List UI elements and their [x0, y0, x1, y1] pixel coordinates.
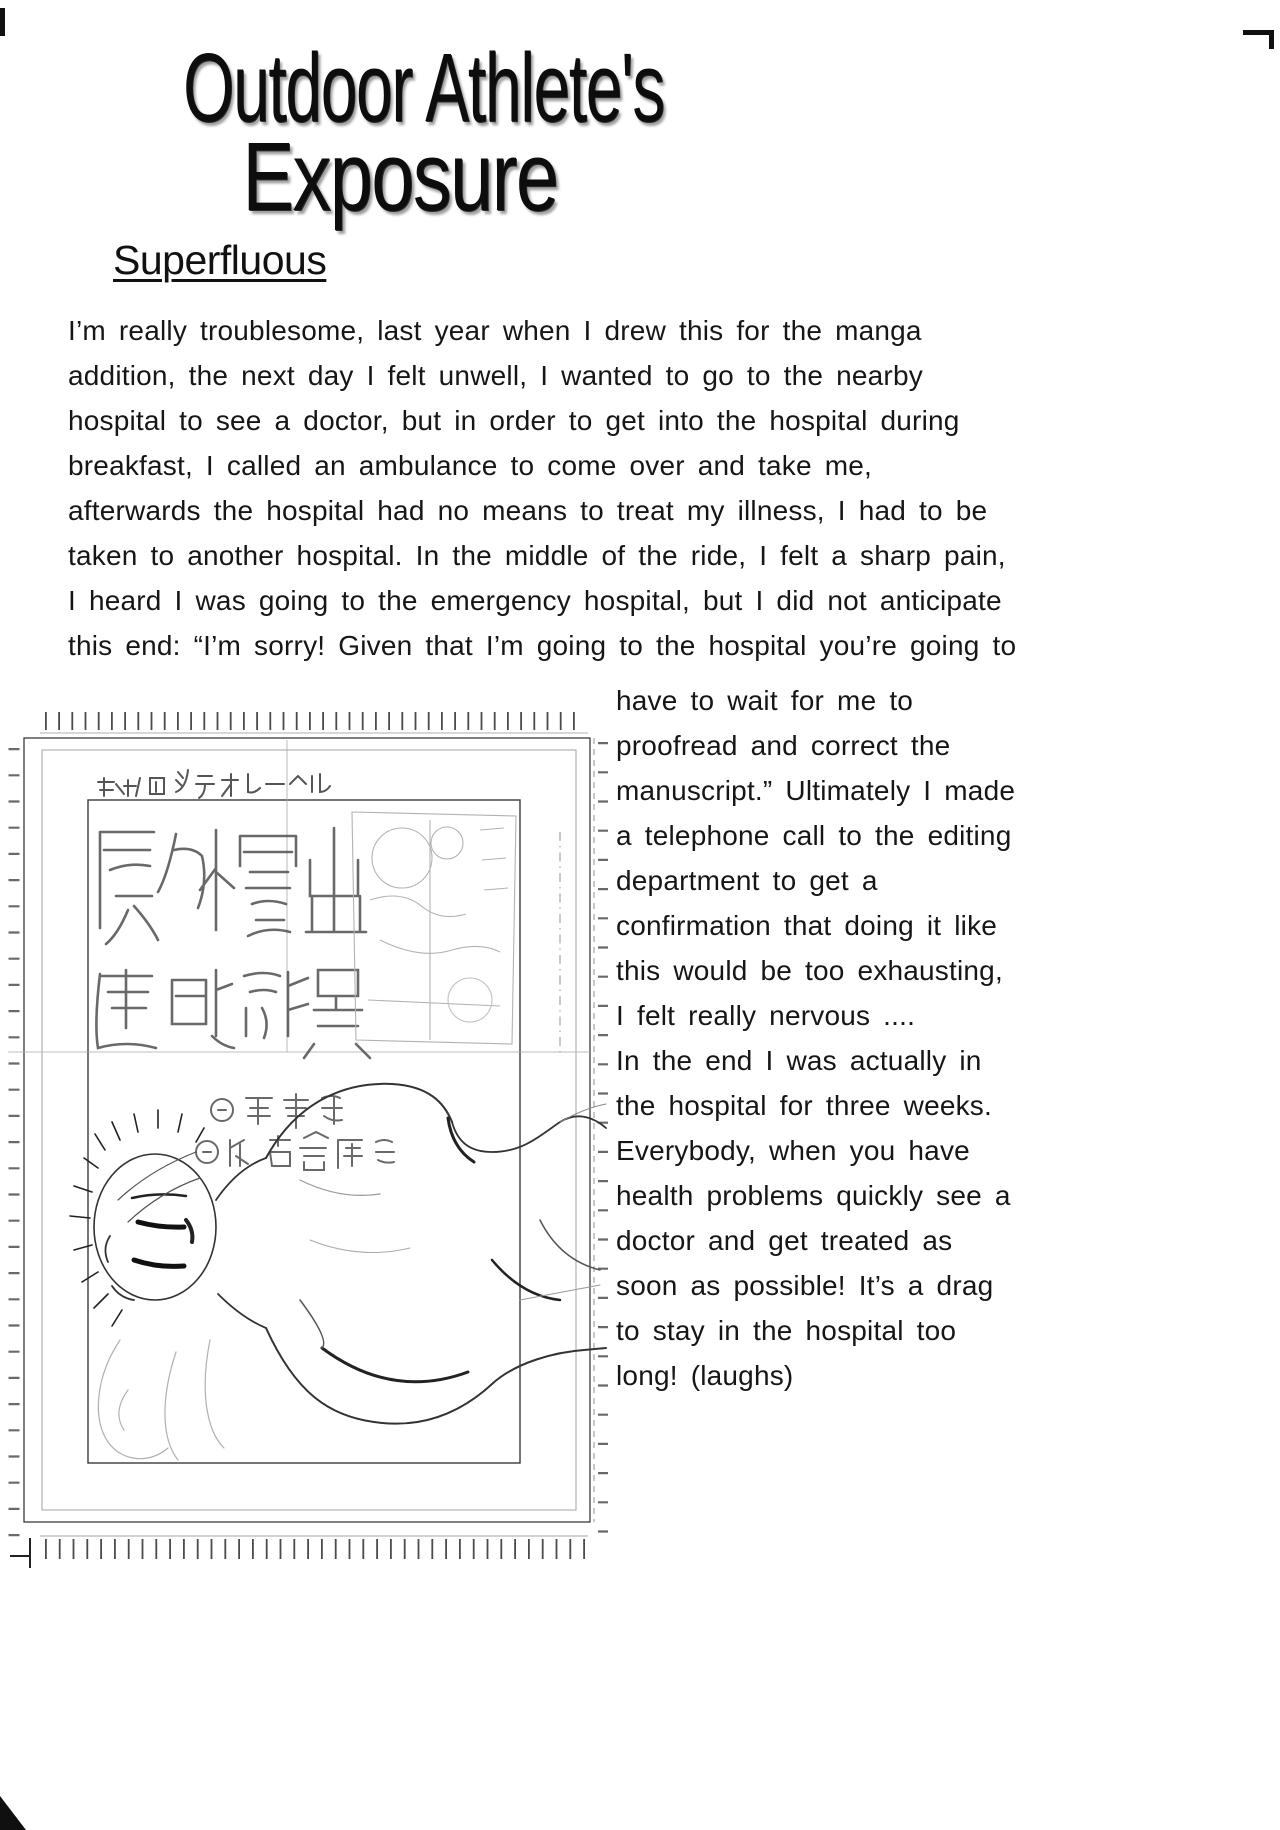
text-line: department to get a	[616, 865, 878, 896]
manuscript-sketch	[0, 700, 612, 1580]
text-line: health problems quickly see a	[616, 1180, 1011, 1211]
section-subtitle: Superfluous	[113, 237, 327, 283]
hair-strokes	[70, 1110, 204, 1326]
text-line: I heard I was going to the emergency hospital, but I did not anticipate	[68, 585, 1002, 616]
kanji-scribble-title-row1	[100, 828, 366, 944]
text-line: this end: “I’m sorry! Given that I’m going to the hospital you’re going to	[68, 630, 1017, 661]
outer-frame	[24, 738, 590, 1522]
text-line: to stay in the hospital too	[616, 1315, 957, 1346]
text-line: afterwards the hospital had no means to treat my illness, I had to be	[68, 495, 988, 526]
scan-artifact-bottomleft	[0, 1796, 26, 1830]
page-title-line-1: Outdoor Athlete's	[183, 33, 664, 142]
text-line: soon as possible! It’s a drag	[616, 1270, 994, 1301]
text-line: the hospital for three weeks.	[616, 1090, 992, 1121]
text-line: I felt really nervous ....	[616, 1000, 916, 1031]
pencil-guide-lines	[8, 740, 590, 1052]
text-line: hospital to see a doctor, but in order to get into the hospital during	[68, 405, 960, 436]
text-line: taken to another hospital. In the middle of the ride, I felt a sharp pain,	[68, 540, 1006, 571]
sketch-svg	[0, 700, 612, 1580]
side-column-paragraph	[616, 678, 1086, 1398]
right-dash-column	[594, 738, 603, 1545]
intro-paragraph	[68, 308, 1078, 668]
page-title-line-2: Exposure	[242, 122, 558, 232]
faint-panel-sketch	[352, 812, 516, 1044]
kanji-scribble-title-row2	[96, 970, 370, 1058]
text-line: Everybody, when you have	[616, 1135, 970, 1166]
text-line: breakfast, I called an ambulance to come over and take me,	[68, 450, 873, 481]
text-line: doctor and get treated as	[616, 1225, 953, 1256]
text-line: addition, the next day I felt unwell, I wanted to go to the nearby	[68, 360, 923, 391]
scan-artifact-topright	[1243, 30, 1274, 49]
text-line: confirmation that doing it like	[616, 910, 998, 941]
face-strokes	[105, 1152, 200, 1300]
text-line: a telephone call to the editing	[616, 820, 1012, 851]
kanji-scribble-header-label	[98, 770, 330, 798]
top-ruler-ticks	[40, 721, 588, 733]
scan-artifact-topleft	[0, 8, 5, 36]
light-limb-sketch	[98, 1340, 224, 1460]
text-line: long! (laughs)	[616, 1360, 794, 1391]
page-title	[70, 33, 730, 232]
text-line: have to wait for me to	[616, 685, 914, 716]
text-line: I’m really troublesome, last year when I drew this for the manga	[68, 315, 922, 346]
kanji-scribble-note2	[196, 1132, 394, 1170]
text-line: manuscript.” Ultimately I made	[616, 775, 1016, 806]
text-line: proofread and correct the	[616, 730, 951, 761]
bottom-ruler-ticks	[10, 1536, 588, 1568]
text-line: this would be too exhausting,	[616, 955, 1003, 986]
text-line: In the end I was actually in	[616, 1045, 982, 1076]
